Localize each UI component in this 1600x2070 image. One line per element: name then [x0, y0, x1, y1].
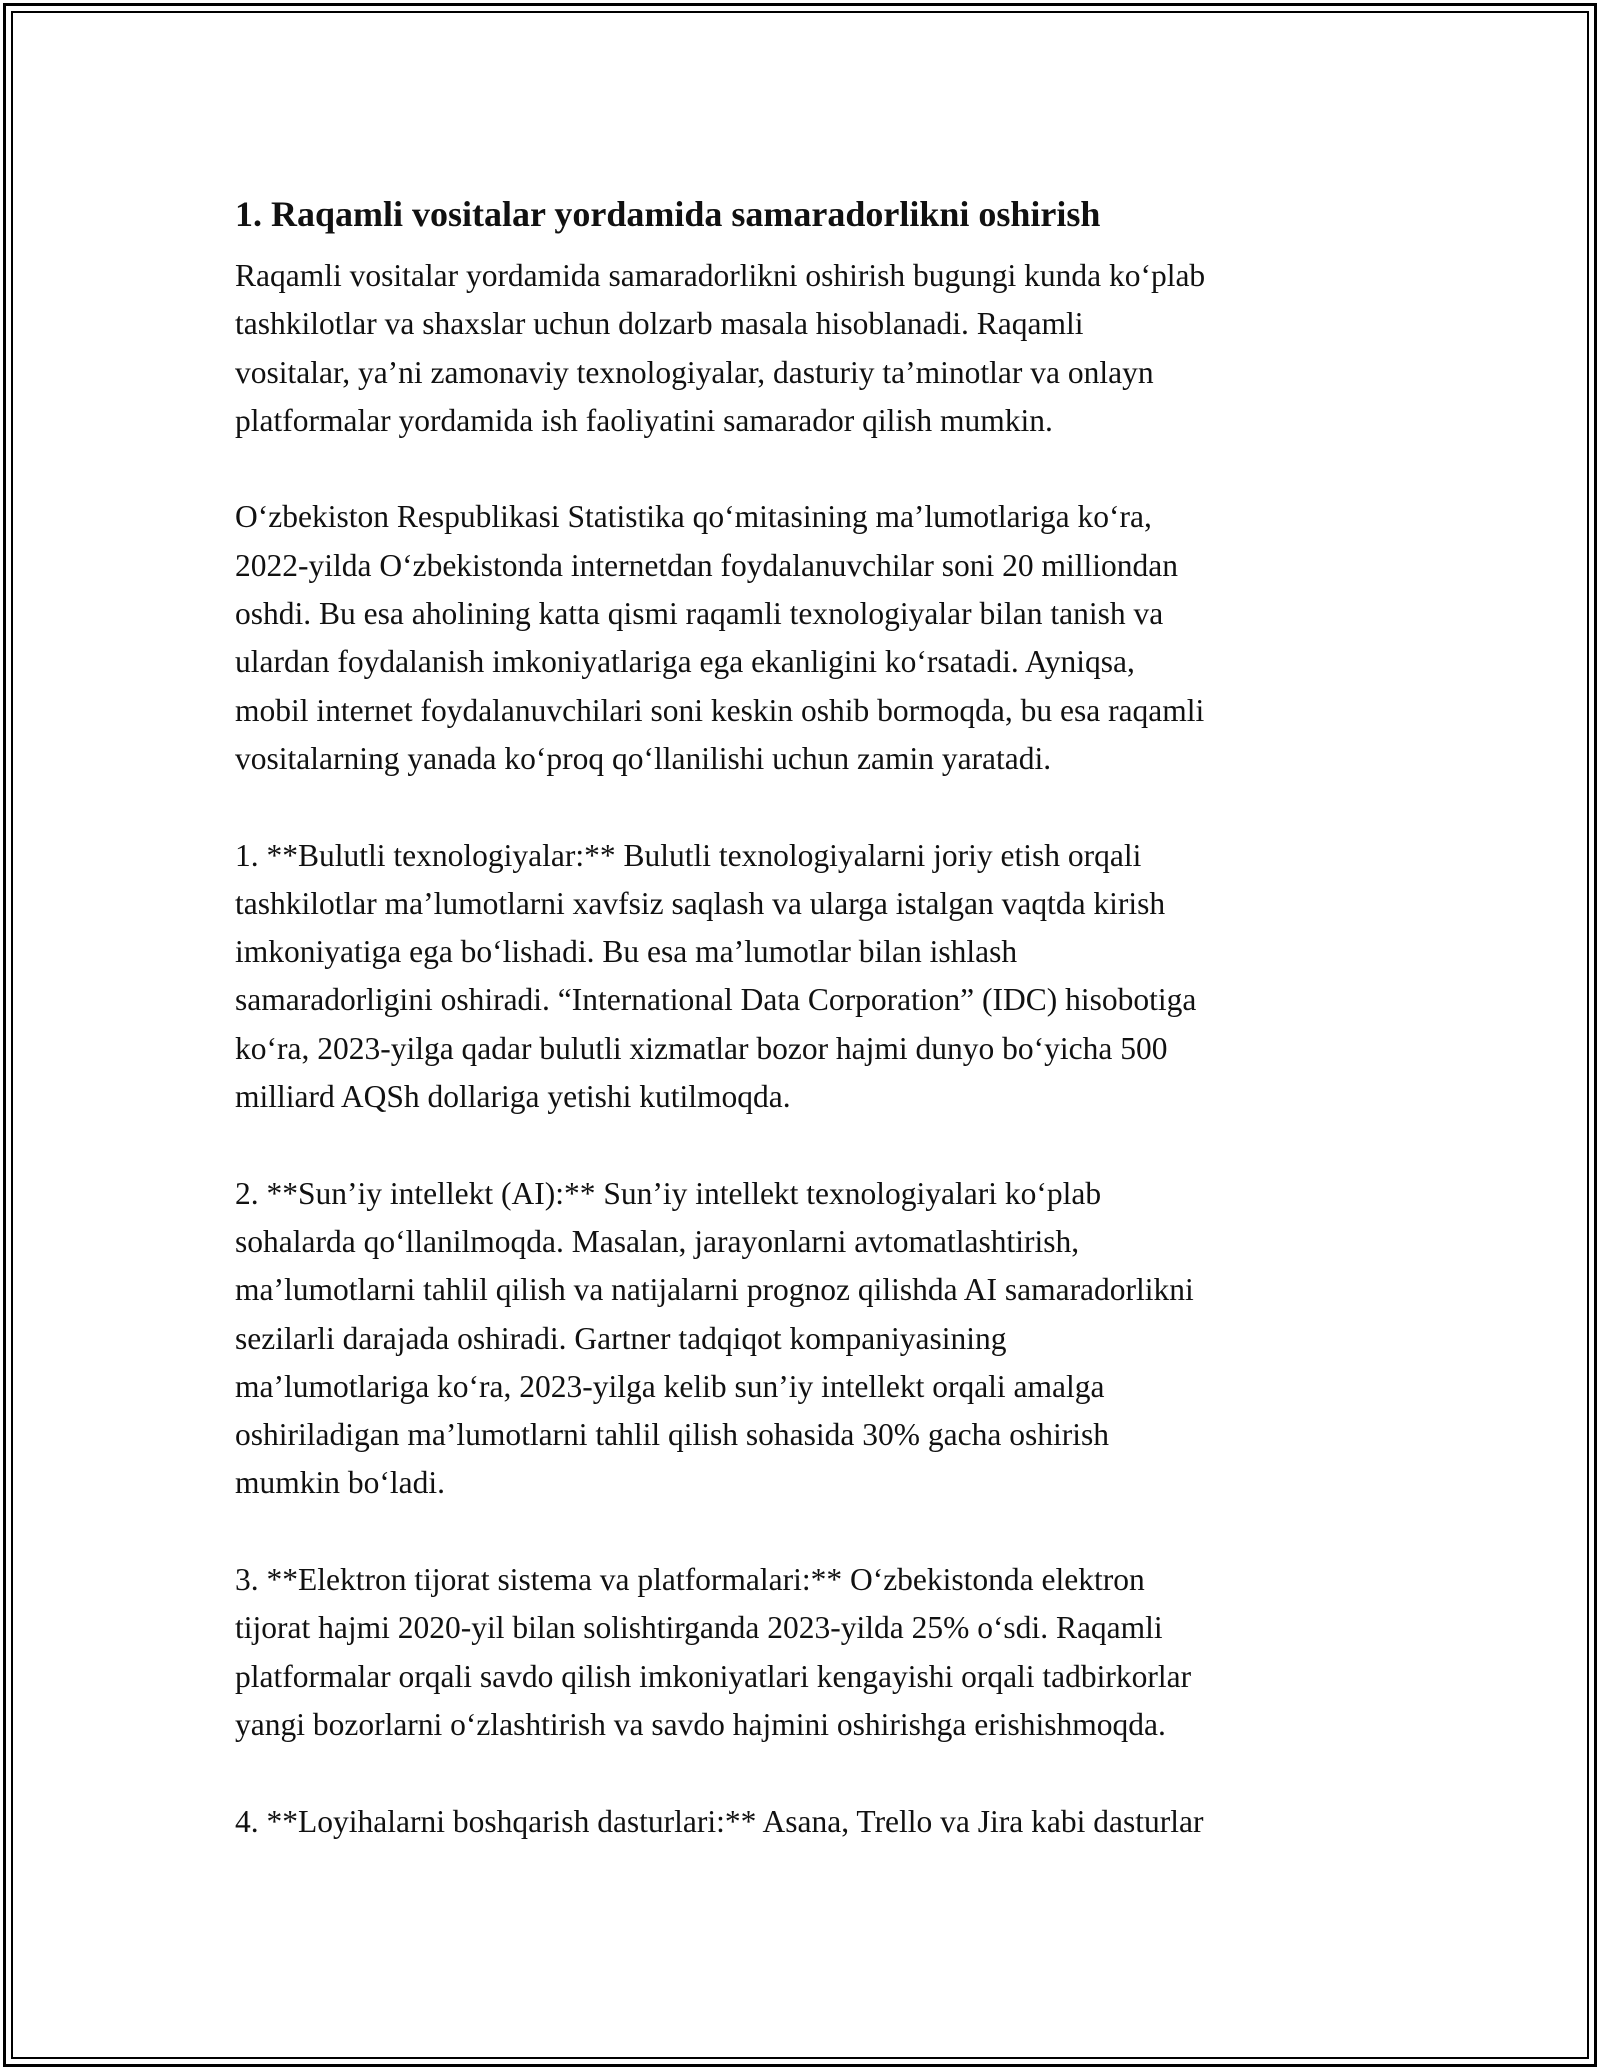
text-line: vositalarning yanada ko‘proq qo‘llanilishi uchun zamin yaratadi.: [235, 740, 1052, 776]
text-line: milliard AQSh dollariga yetishi kutilmoqda.: [235, 1079, 791, 1115]
text-line: yangi bozorlarni o‘zlashtirish va savdo hajmini oshirishga erishishmoqda.: [235, 1706, 1166, 1742]
text-line: samaradorligini oshiradi. “International Data Corporation” (IDC) hisobotiga: [235, 982, 1197, 1018]
document-body: [235, 188, 1375, 1894]
text-line: tashkilotlar ma’lumotlarni xavfsiz saqlash va ularga istalgan vaqtda kirish: [235, 885, 1166, 921]
text-line: ma’lumotlarni tahlil qilish va natijalarni prognoz qilishda AI samaradorlikni: [235, 1272, 1194, 1308]
text-line: oshiriladigan ma’lumotlarni tahlil qilish sohasida 30% gacha oshirish: [235, 1417, 1109, 1453]
text-line: 4. **Loyihalarni boshqarish dasturlari:** Asana, Trello va Jira kabi dasturlar: [235, 1803, 1204, 1839]
text-line: platformalar orqali savdo qilish imkoniyatlari kengayishi orqali tadbirkorlar: [235, 1658, 1192, 1694]
text-line: ko‘ra, 2023-yilga qadar bulutli xizmatlar bozor hajmi dunyo bo‘yicha 500: [235, 1030, 1168, 1066]
paragraph-cloud-technologies: [235, 832, 1375, 1122]
text-line: 2. **Sun’iy intellekt (AI):** Sun’iy intellekt texnologiyalari ko‘plab: [235, 1175, 1102, 1211]
document-heading: 1. Raqamli vositalar yordamida samaradorlikni oshirish: [235, 194, 1101, 234]
text-line: oshdi. Bu esa aholining katta qismi raqamli texnologiyalar bilan tanish va: [235, 596, 1164, 632]
text-line: ma’lumotlariga ko‘ra, 2023-yilga kelib sun’iy intellekt orqali amalga: [235, 1368, 1105, 1404]
paragraph-artificial-intelligence: [235, 1170, 1375, 1508]
text-line: vositalar, ya’ni zamonaviy texnologiyalar, dasturiy ta’minotlar va onlayn: [235, 354, 1154, 390]
text-line: 2022-yilda O‘zbekistonda internetdan foydalanuvchilar soni 20 milliondan: [235, 547, 1179, 583]
text-line: tijorat hajmi 2020-yil bilan solishtirganda 2023-yilda 25% o‘sdi. Raqamli: [235, 1610, 1163, 1646]
text-line: 3. **Elektron tijorat sistema va platformalari:** O‘zbekistonda elektron: [235, 1562, 1145, 1598]
text-line: sezilarli darajada oshiradi. Gartner tadqiqot kompaniyasining: [235, 1320, 1007, 1356]
text-line: mobil internet foydalanuvchilari soni keskin oshib bormoqda, bu esa raqamli: [235, 692, 1205, 728]
paragraph-e-commerce: [235, 1556, 1375, 1749]
text-line: O‘zbekiston Respublikasi Statistika qo‘mitasining ma’lumotlariga ko‘ra,: [235, 499, 1152, 535]
paragraph-statistics: [235, 493, 1375, 783]
text-line: mumkin bo‘ladi.: [235, 1465, 445, 1501]
paragraph-project-management: [235, 1798, 1375, 1846]
text-line: tashkilotlar va shaxslar uchun dolzarb masala hisoblanadi. Raqamli: [235, 306, 1084, 342]
text-line: ulardan foydalanish imkoniyatlariga ega ekanligini ko‘rsatadi. Ayniqsa,: [235, 644, 1135, 680]
text-line: Raqamli vositalar yordamida samaradorlikni oshirish bugungi kunda ko‘plab: [235, 258, 1206, 293]
text-line: 1. **Bulutli texnologiyalar:** Bulutli texnologiyalarni joriy etish orqali: [235, 837, 1142, 873]
text-line: imkoniyatiga ega bo‘lishadi. Bu esa ma’lumotlar bilan ishlash: [235, 934, 1018, 970]
text-line: sohalarda qo‘llanilmoqda. Masalan, jarayonlarni avtomatlashtirish,: [235, 1223, 1080, 1259]
text-line: platformalar yordamida ish faoliyatini samarador qilish mumkin.: [235, 402, 1053, 438]
paragraph-intro: [235, 252, 1375, 445]
